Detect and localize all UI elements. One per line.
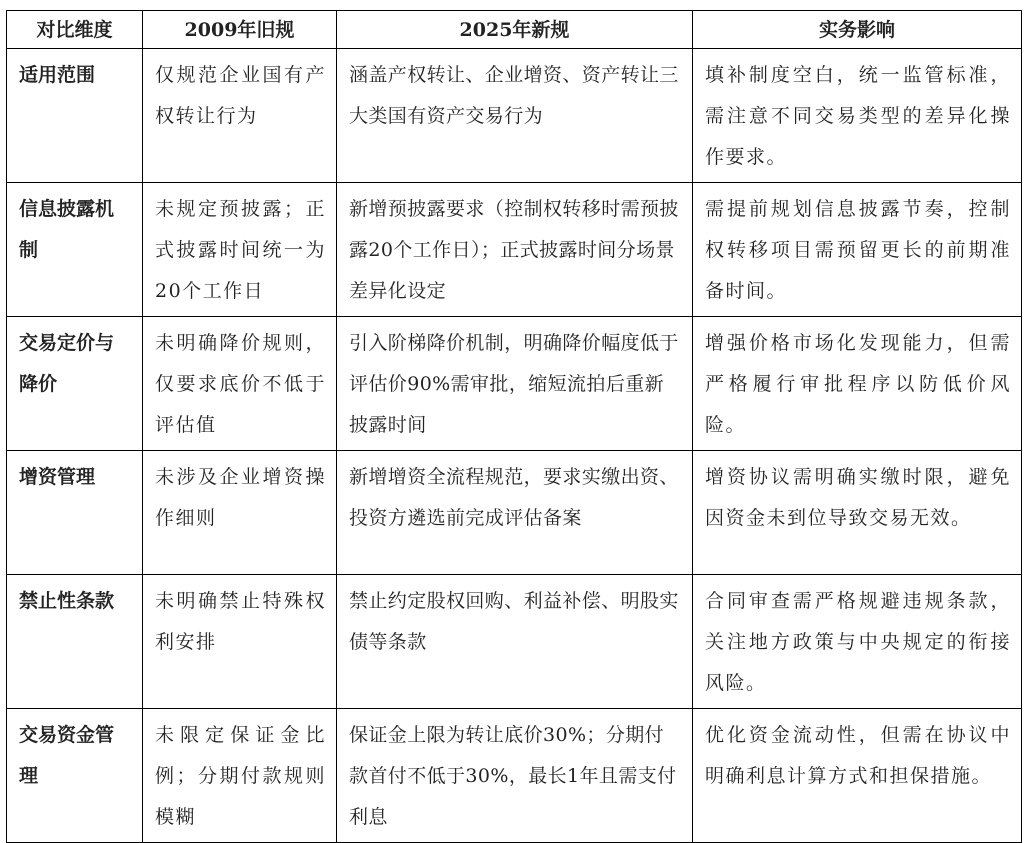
dimension-cell: 信息披露机制 bbox=[7, 183, 143, 317]
table-row bbox=[7, 709, 1022, 843]
old-rule-cell: 未规定预披露；正式披露时间统一为20个工作日 bbox=[143, 183, 337, 317]
old-rule-cell: 未限定保证金比例；分期付款规则模糊 bbox=[143, 709, 337, 843]
impact-cell: 增资协议需明确实缴时限，避免因资金未到位导致交易无效。 bbox=[693, 451, 1022, 575]
new-rule-cell: 新增预披露要求（控制权转移时需预披露20个工作日）；正式披露时间分场景差异化设定 bbox=[337, 183, 693, 317]
new-rule-cell: 保证金上限为转让底价30%；分期付款首付不低于30%，最长1年且需支付利息 bbox=[337, 709, 693, 843]
header-dimension: 对比维度 bbox=[7, 11, 143, 49]
header-impact: 实务影响 bbox=[693, 11, 1022, 49]
new-rule-cell: 涵盖产权转让、企业增资、资产转让三大类国有资产交易行为 bbox=[337, 49, 693, 183]
old-rule-cell: 未明确禁止特殊权利安排 bbox=[143, 575, 337, 709]
new-rule-cell: 引入阶梯降价机制，明确降价幅度低于评估价90%需审批，缩短流拍后重新披露时间 bbox=[337, 317, 693, 451]
header-new-rule: 2025年新规 bbox=[337, 11, 693, 49]
header-row bbox=[7, 11, 1022, 49]
old-rule-cell: 未明确降价规则，仅要求底价不低于评估值 bbox=[143, 317, 337, 451]
impact-cell: 优化资金流动性，但需在协议中明确利息计算方式和担保措施。 bbox=[693, 709, 1022, 843]
dimension-cell: 适用范围 bbox=[7, 49, 143, 183]
table-row bbox=[7, 317, 1022, 451]
new-rule-cell: 新增增资全流程规范，要求实缴出资、投资方遴选前完成评估备案 bbox=[337, 451, 693, 575]
new-rule-cell: 禁止约定股权回购、利益补偿、明股实债等条款 bbox=[337, 575, 693, 709]
table-row bbox=[7, 575, 1022, 709]
table-row bbox=[7, 451, 1022, 575]
table-row bbox=[7, 183, 1022, 317]
old-rule-cell: 未涉及企业增资操作细则 bbox=[143, 451, 337, 575]
dimension-cell: 交易资金管理 bbox=[7, 709, 143, 843]
dimension-cell: 交易定价与降价 bbox=[7, 317, 143, 451]
table-row bbox=[7, 49, 1022, 183]
comparison-table bbox=[6, 10, 1022, 843]
impact-cell: 填补制度空白，统一监管标准，需注意不同交易类型的差异化操作要求。 bbox=[693, 49, 1022, 183]
header-old-rule: 2009年旧规 bbox=[143, 11, 337, 49]
dimension-cell: 禁止性条款 bbox=[7, 575, 143, 709]
impact-cell: 增强价格市场化发现能力，但需严格履行审批程序以防低价风险。 bbox=[693, 317, 1022, 451]
dimension-cell: 增资管理 bbox=[7, 451, 143, 575]
impact-cell: 需提前规划信息披露节奏，控制权转移项目需预留更长的前期准备时间。 bbox=[693, 183, 1022, 317]
impact-cell: 合同审查需严格规避违规条款，关注地方政策与中央规定的衔接风险。 bbox=[693, 575, 1022, 709]
old-rule-cell: 仅规范企业国有产权转让行为 bbox=[143, 49, 337, 183]
